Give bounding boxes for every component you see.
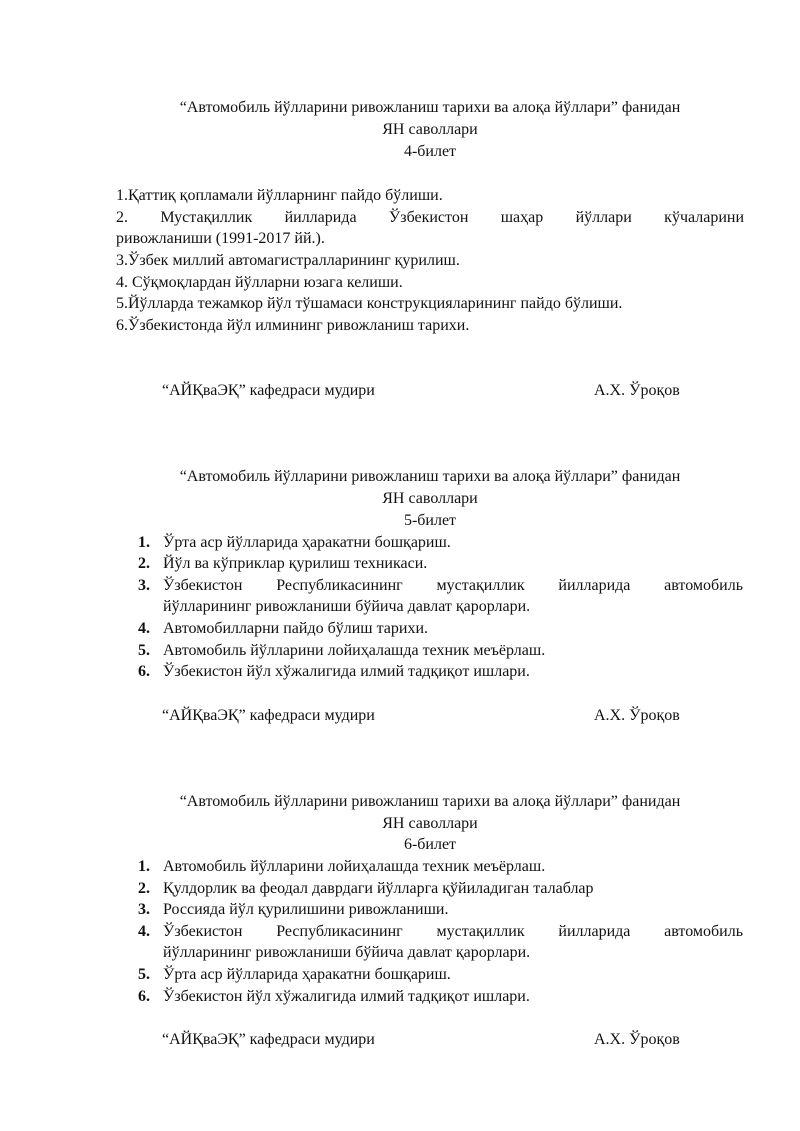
question-number: 5. bbox=[138, 966, 150, 983]
question-number: 2. bbox=[138, 555, 150, 572]
question-number: 1. bbox=[138, 534, 150, 551]
question-6: 6.Ўзбекистонда йўл илмининг ривожланиш тарихи. bbox=[116, 317, 470, 334]
ticket-number: 4-билет bbox=[403, 143, 457, 160]
course-title: “Автомобиль йўлларини ривожланиш тарихи ва алоқа йўллари” фанидан bbox=[179, 793, 681, 810]
question-5: Автомобиль йўлларини лойиҳалашда техник меъёрлаш. bbox=[163, 642, 546, 659]
exam-subtitle: ЯН саволлари bbox=[382, 490, 478, 507]
question-2-continued: ривожланиши (1991-2017 йй.). bbox=[116, 230, 325, 247]
question-3: 3.Ўзбек миллий автомагистралларининг қурилиш. bbox=[116, 252, 460, 269]
question-6: Ўзбекистон йўл хўжалигида илмий тадқиқот ишлари. bbox=[163, 663, 530, 680]
signature-role: “АЙҚваЭҚ” кафедраси мудири bbox=[162, 707, 375, 724]
question-3: Ўзбекистон Республикасининг мустақиллик йилларида автомобиль bbox=[163, 577, 743, 594]
question-2: Йўл ва кўприклар қурилиш техникаси. bbox=[163, 555, 428, 572]
course-title: “Автомобиль йўлларини ривожланиш тарихи ва алоқа йўллари” фанидан bbox=[179, 99, 681, 116]
question-number: 3. bbox=[138, 577, 150, 594]
question-2: Қулдорлик ва феодал даврдаги йўлларга қўйиладиган талаблар bbox=[163, 880, 594, 897]
exam-subtitle: ЯН саволлари bbox=[382, 815, 478, 832]
question-number: 4. bbox=[138, 923, 150, 940]
question-5: 5.Йўлларда тежамкор йўл тўшамаси конструкцияларининг пайдо бўлиши. bbox=[116, 295, 623, 312]
signature-role: “АЙҚваЭҚ” кафедраси мудири bbox=[162, 382, 375, 399]
signature-name: А.Х. Ўроқов bbox=[594, 382, 680, 399]
question-3-continued: йўлларининг ривожланиши бўйича давлат қарорлари. bbox=[163, 598, 531, 615]
question-number: 1. bbox=[138, 858, 150, 875]
question-4-continued: йўлларининг ривожланиши бўйича давлат қарорлари. bbox=[163, 944, 531, 961]
question-number: 5. bbox=[138, 642, 150, 659]
question-1: 1.Қаттиқ қопламали йўлларнинг пайдо бўлиши. bbox=[116, 187, 443, 204]
signature-role: “АЙҚваЭҚ” кафедраси мудири bbox=[162, 1031, 375, 1048]
exam-subtitle: ЯН саволлари bbox=[382, 121, 478, 138]
question-number: 6. bbox=[138, 663, 150, 680]
ticket-number: 5-билет bbox=[403, 512, 457, 529]
question-number: 4. bbox=[138, 620, 150, 637]
signature-name: А.Х. Ўроқов bbox=[594, 707, 680, 724]
question-1: Ўрта аср йўлларида ҳаракатни бошқариш. bbox=[163, 534, 451, 551]
question-4: Автомобилларни пайдо бўлиш тарихи. bbox=[163, 620, 428, 637]
ticket-number: 6-билет bbox=[403, 836, 457, 853]
question-6: Ўзбекистон йўл хўжалигида илмий тадқиқот ишлари. bbox=[163, 988, 530, 1005]
question-4: Ўзбекистон Республикасининг мустақиллик йилларида автомобиль bbox=[163, 923, 743, 940]
course-title: “Автомобиль йўлларини ривожланиш тарихи ва алоқа йўллари” фанидан bbox=[179, 468, 681, 485]
question-number: 3. bbox=[138, 901, 150, 918]
question-2: 2. Мустақиллик йилларида Ўзбекистон шаҳар йўллари кўчаларини bbox=[116, 209, 744, 226]
signature-name: А.Х. Ўроқов bbox=[594, 1031, 680, 1048]
question-number: 2. bbox=[138, 880, 150, 897]
question-3: Россияда йўл қурилишини ривожланиши. bbox=[163, 901, 449, 918]
question-1: Автомобиль йўлларини лойиҳалашда техник меъёрлаш. bbox=[163, 858, 546, 875]
question-4: 4. Сўқмоқлардан йўлларни юзага келиши. bbox=[116, 274, 403, 291]
question-number: 6. bbox=[138, 988, 150, 1005]
question-5: Ўрта аср йўлларида ҳаракатни бошқариш. bbox=[163, 966, 451, 983]
